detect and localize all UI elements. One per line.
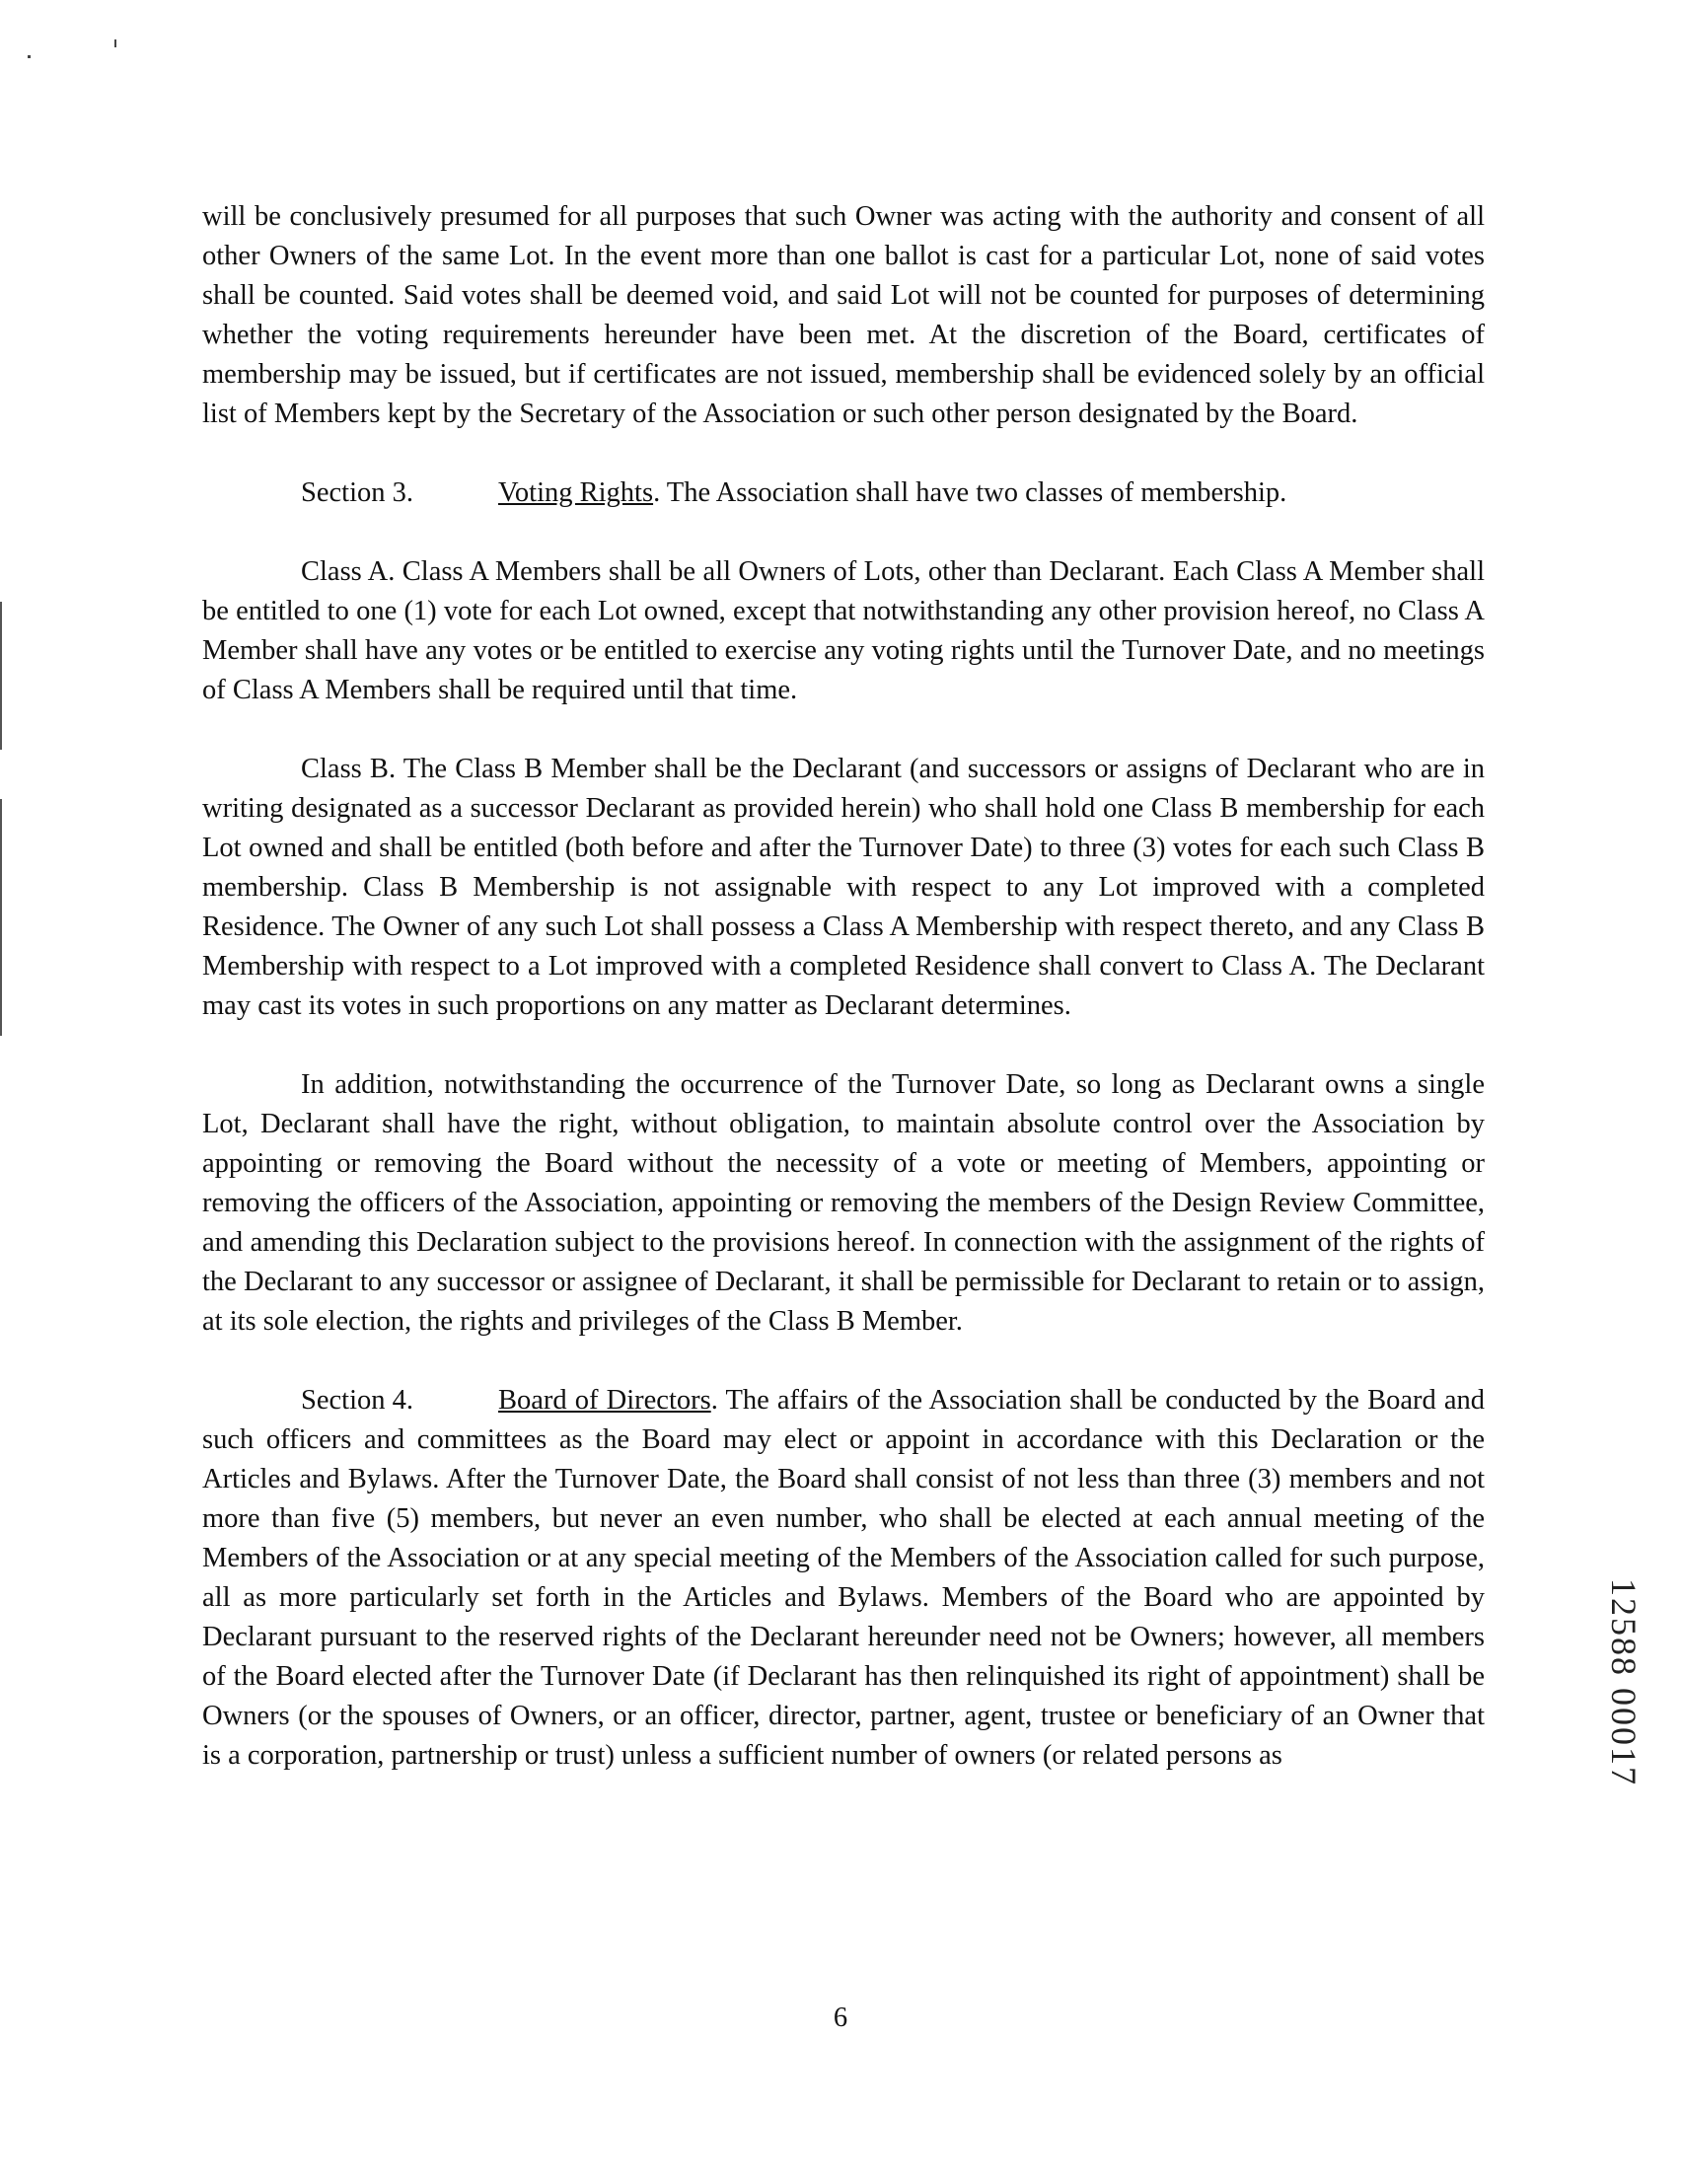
class-b-paragraph: Class B. The Class B Member shall be the Declarant (and successors or assigns of Declarant who are in writing designated as a successor Declarant as provided herein) who shall hold one Class B membership for each Lot owned and shall be entitled (both before and after the Turnover Date) to three (3) votes for each such Class B membership. Class B Membership is not assignable with respect to any Lot improved with a completed Residence. The Owner of any such Lot shall possess a Class A Membership with respect thereto, and any Class B Membership with respect to a Lot improved with a completed Residence shall convert to Class A. The Declarant may cast its votes in such proportions on any matter as Declarant determines. [202,754,1485,1021]
page-number: 6 [833,2002,848,2033]
section-4-text: . The affairs of the Association shall be conducted by the Board and such officers and committees as the Board may elect or appoint in accordance with this Declaration or the Articles and Bylaws. After the Turnover Date, the Board shall consist of not less than three (3) members and not more than five (5) members, but never an even number, who shall be elected at each annual meeting of the Members of the Association or at any special meeting of the Members of the Association called for such purpose, all as more particularly set forth in the Articles and Bylaws. Members of the Board who are appointed by Declarant pursuant to the reserved rights of the Declarant hereunder need not be Owners; however, all members of the Board elected after the Turnover Date (if Declarant has then relinquished its right of appointment) shall be Owners (or the spouses of Owners, or an officer, director, partner, agent, trustee or beneficiary of an Owner that is a corporation, partnership or trust) unless a sufficient number of owners (or related persons as [202,1385,1485,1771]
scan-edge-mark [0,602,2,750]
section-4-paragraph [202,1381,1485,1776]
section-3-heading: Voting Rights [498,477,654,508]
scan-speck [114,39,116,47]
section-4-number: Section 4. [301,1385,413,1416]
section-4-heading: Board of Directors [498,1385,711,1416]
paragraph-voting-authority: will be conclusively presumed for all purposes that such Owner was acting with the authority and consent of all other Owners of the same Lot. In the event more than one ballot is cast for a particular Lot, none of said votes shall be counted. Said votes shall be deemed void, and said Lot will not be counted for purposes of determining whether the voting requirements hereunder have been met. At the discretion of the Board, certificates of membership may be issued, but if certificates are not issued, membership shall be evidenced solely by an official list of Members kept by the Secretary of the Association or such other person designated by the Board. [202,201,1485,429]
scan-speck [28,55,31,58]
declarant-control-paragraph: In addition, notwithstanding the occurrence of the Turnover Date, so long as Declarant owns a single Lot, Declarant shall have the right, without obligation, to maintain absolute control over the Association by appointing or removing the Board without the necessity of a vote or meeting of Members, appointing or removing the officers of the Association, appointing or removing the members of the Design Review Committee, and amending this Declaration subject to the provisions hereof. In connection with the assignment of the rights of the Declarant to any successor or assignee of Declarant, it shall be permissible for Declarant to retain or to assign, at its sole election, the rights and privileges of the Class B Member. [202,1069,1485,1337]
margin-stamp: 12588 00017 [1604,1578,1644,1786]
section-3-paragraph [202,473,1485,513]
scan-edge-mark [0,799,2,1036]
document-body [202,197,1485,1776]
section-3-text: . The Association shall have two classes of membership. [653,477,1287,508]
class-a-paragraph: Class A. Class A Members shall be all Owners of Lots, other than Declarant. Each Class A Member shall be entitled to one (1) vote for each Lot owned, except that notwithstanding any other provision hereof, no Class A Member shall have any votes or be entitled to exercise any voting rights until the Turnover Date, and no meetings of Class A Members shall be required until that time. [202,556,1485,705]
section-3-number: Section 3. [301,477,413,508]
